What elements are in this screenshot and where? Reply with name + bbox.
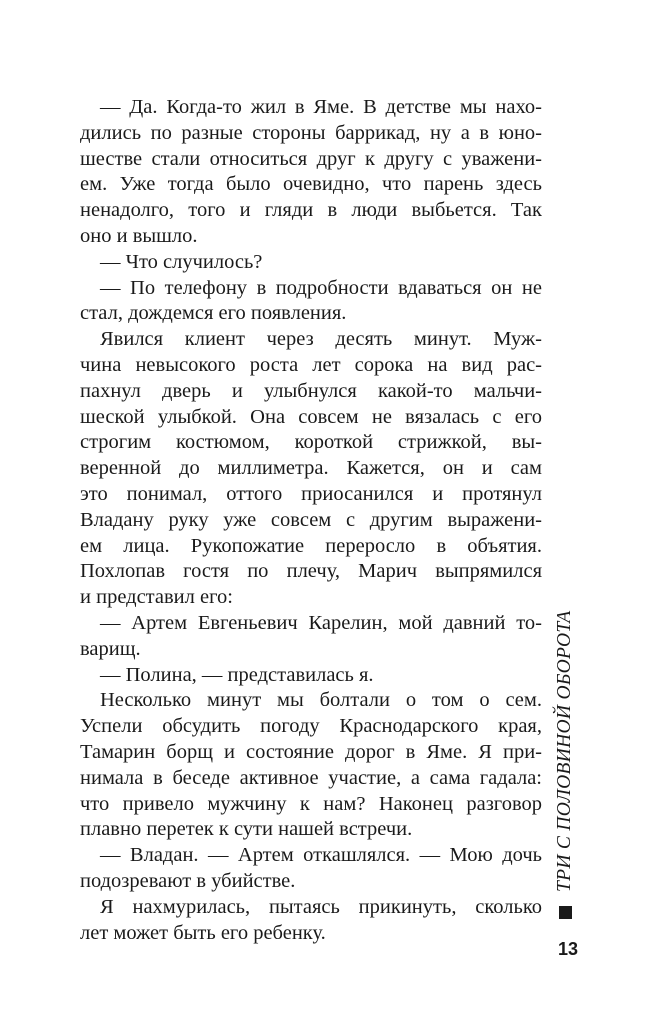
- text-line: — Артем Евгеньевич Карелин, мой давний то-: [100, 611, 542, 634]
- text-line: нимала в беседе активное участие, а сама гадала:: [80, 766, 542, 789]
- text-line: дились по разные стороны баррикад, ну а в юно-: [80, 121, 542, 144]
- text-line: Успели обсудить погоду Краснодарского края,: [80, 715, 542, 738]
- text-line: Тамарин борщ и состояние дорог в Яме. Я при-: [80, 740, 542, 763]
- text-line: лет может быть его ребенку.: [80, 921, 326, 944]
- text-line: — Владан. — Артем откашлялся. — Мою дочь: [100, 844, 542, 867]
- body-text: [80, 95, 542, 946]
- text-line: Несколько минут мы болтали о том о сем.: [100, 689, 542, 712]
- text-line: Я нахмурилась, пытаясь прикинуть, сколько: [100, 895, 542, 918]
- text-line: это понимал, оттого приосанился и протянул: [80, 482, 542, 505]
- text-line: что привело мужчину к нам? Наконец разговор: [80, 792, 542, 815]
- text-line: чина невысокого роста лет сорока на вид рас-: [80, 353, 542, 376]
- text-line: ем. Уже тогда было очевидно, что парень здесь: [80, 173, 542, 196]
- text-line: ненадолго, того и гляди в люди выбьется. Так: [80, 199, 542, 222]
- text-line: шеской улыбкой. Она совсем не вязалась с его: [80, 405, 542, 428]
- text-line: — Да. Когда-то жил в Яме. В детстве мы нахо-: [100, 96, 542, 118]
- text-line: варищ.: [80, 637, 141, 660]
- text-line: плавно перетек к сути нашей встречи.: [80, 818, 413, 841]
- text-line: шестве стали относиться друг к другу с уважени-: [80, 147, 542, 170]
- text-line: Владану руку уже совсем с другим выражени-: [80, 508, 542, 531]
- text-line: и представил его:: [80, 586, 233, 609]
- text-line: строгим костюмом, короткой стрижкой, вы-: [80, 431, 542, 454]
- text-line: подозревают в убийстве.: [80, 869, 296, 892]
- running-title: ТРИ С ПОЛОВИНОЙ ОБОРОТА: [554, 610, 575, 892]
- text-line: веренной до миллиметра. Кажется, он и сам: [80, 457, 542, 480]
- text-line: стал, дождемся его появления.: [80, 302, 347, 325]
- text-line: — По телефону в подробности вдаваться он не: [100, 276, 542, 299]
- text-line: пахнул дверь и улыбнулся какой-то мальчи-: [80, 379, 542, 402]
- text-line: — Что случилось?: [100, 250, 263, 273]
- square-marker-icon: [559, 906, 572, 919]
- text-line: оно и вышло.: [80, 224, 198, 247]
- text-line: Похлопав гостя по плечу, Марич выпрямился: [80, 560, 542, 583]
- page-number: 13: [557, 939, 578, 959]
- text-line: — Полина, — представилась я.: [100, 663, 374, 686]
- text-line: Явился клиент через десять минут. Муж-: [100, 328, 542, 351]
- text-line: ем лица. Рукопожатие переросло в объятия.: [80, 534, 542, 557]
